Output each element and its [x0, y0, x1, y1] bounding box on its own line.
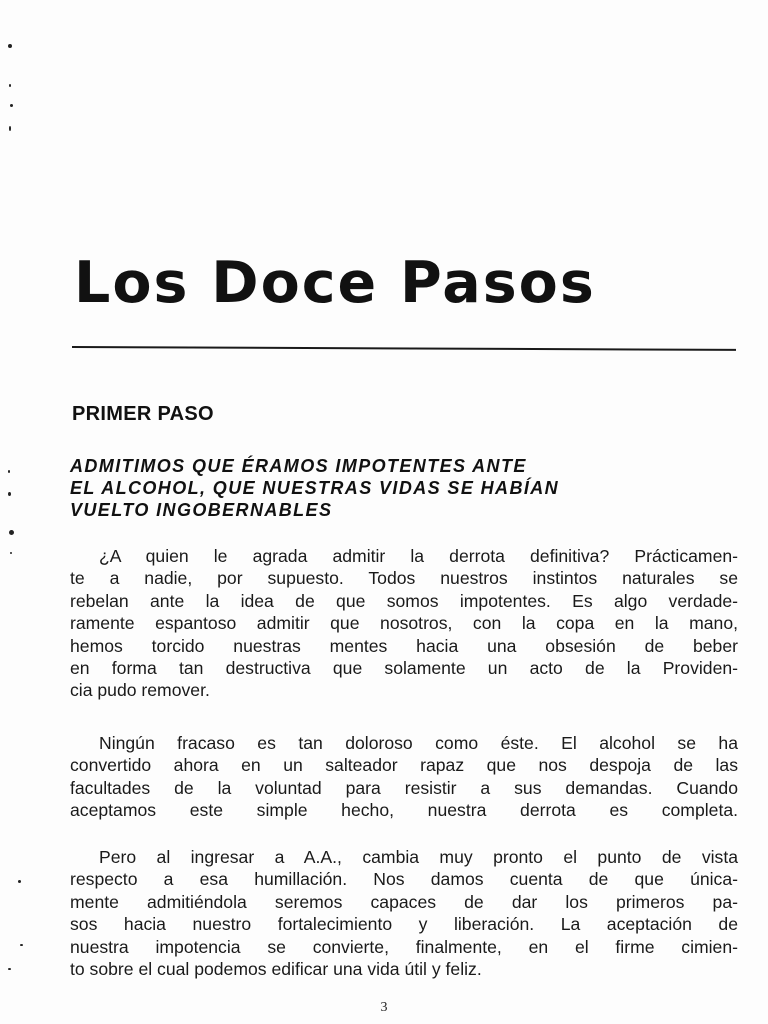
paragraph-line: to sobre el cual podemos edificar una vida útil y feliz.	[70, 959, 482, 980]
paragraph-line: nuestra impotencia se convierte, finalmente, en el firme cimien-	[70, 936, 738, 957]
paragraph-line: hemos torcido nuestras mentes hacia una obsesión de beber	[70, 635, 738, 656]
chapter-title: Los Doce Pasos	[74, 250, 596, 316]
paragraph-line: rebelan ante la idea de que somos impotentes. Es algo verdade-	[70, 590, 738, 611]
paragraph-line: te a nadie, por supuesto. Todos nuestros instintos naturales se	[70, 568, 738, 589]
paragraph-3	[70, 846, 738, 980]
paragraph-line: convertido ahora en un salteador rapaz que nos despoja de las	[70, 755, 738, 776]
step-heading: PRIMER PASO	[72, 403, 214, 425]
paragraph-line: Pero al ingresar a A.A., cambia muy pronto el punto de vista	[99, 847, 738, 867]
title-divider	[72, 346, 736, 351]
paragraph-line: ¿A quien le agrada admitir la derrota definitiva? Prácticamen-	[99, 546, 738, 566]
step-statement-line: ADMITIMOS QUE ÉRAMOS IMPOTENTES ANTE	[70, 456, 527, 476]
paragraph-line: facultades de la voluntad para resistir a sus demandas. Cuando	[70, 777, 738, 798]
paragraph-line: respecto a esa humillación. Nos damos cuenta de que única-	[70, 869, 738, 890]
step-statement	[70, 455, 710, 521]
step-statement-line: EL ALCOHOL, QUE NUESTRAS VIDAS SE HABÍAN	[70, 478, 560, 498]
paragraph-line: Ningún fracaso es tan doloroso como éste. El alcohol se ha	[99, 733, 738, 753]
page-number: 3	[380, 1000, 388, 1015]
paragraph-line: cia pudo remover.	[70, 680, 210, 701]
step-statement-line: VUELTO INGOBERNABLES	[70, 500, 333, 520]
paragraph-line: ramente espantoso admitir que nosotros, con la copa en la mano,	[70, 613, 738, 634]
paragraph-line: en forma tan destructiva que solamente un acto de la Providen-	[70, 658, 738, 679]
paragraph-line: mente admitiéndola seremos capaces de dar los primeros pa-	[70, 891, 738, 912]
paragraph-1	[70, 545, 738, 702]
paragraph-2	[70, 732, 738, 822]
paragraph-line: aceptamos este simple hecho, nuestra derrota es completa.	[70, 800, 738, 821]
paragraph-line: sos hacia nuestro fortalecimiento y liberación. La aceptación de	[70, 914, 738, 935]
